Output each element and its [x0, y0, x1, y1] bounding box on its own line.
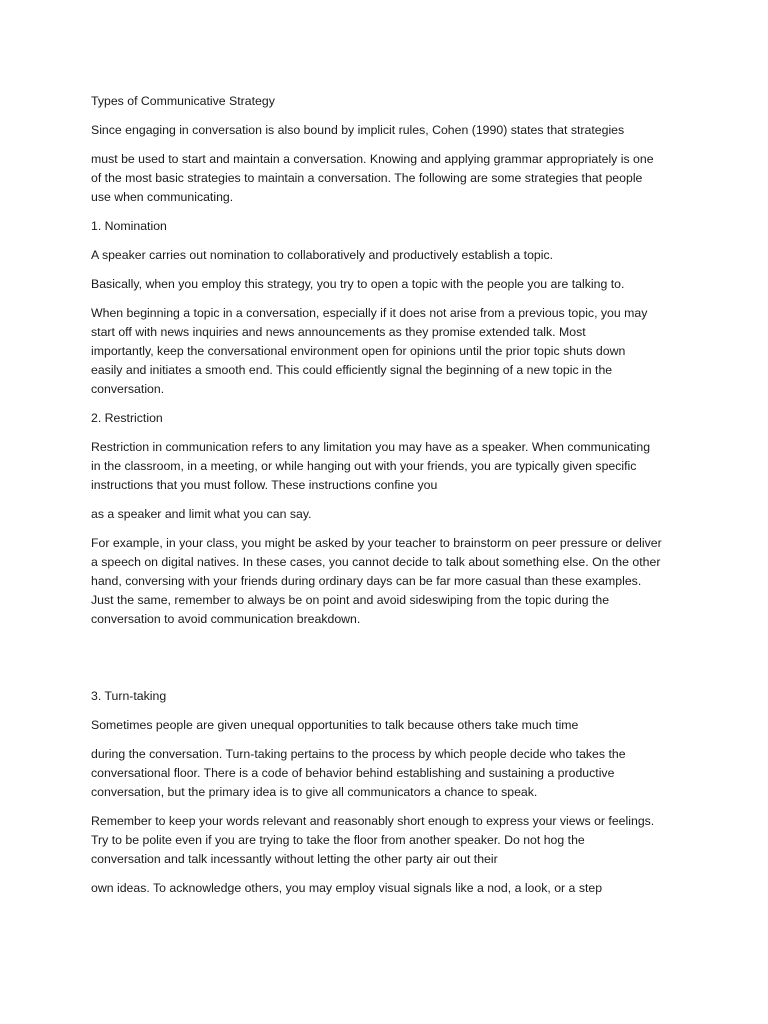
paragraph-nomination-1: A speaker carries out nomination to collaboratively and productively establish a topic. [91, 248, 554, 262]
document-title: Types of Communicative Strategy [91, 94, 275, 108]
paragraph-restriction-2: as a speaker and limit what you can say. [91, 507, 312, 521]
section-heading-turn-taking: 3. Turn-taking [91, 689, 167, 703]
paragraph-restriction-3: For example, in your class, you might be asked by your teacher to brainstorm on peer pressure or deliver a speech on digital natives. In these cases, you cannot decide to talk about something else. On the other hand, conversing with your friends during ordinary days can be far more casual than these examples. Just the same, remember to always be on point and avoid sideswiping from the topic during the conversation to avoid communication breakdown. [91, 536, 662, 626]
paragraph-restriction-1: Restriction in communication refers to any limitation you may have as a speaker. When communicating in the classroom, in a meeting, or while hanging out with your friends, you are typically given specific instructions that you must follow. These instructions confine you [91, 440, 651, 492]
paragraph-intro-2: must be used to start and maintain a conversation. Knowing and applying grammar appropriately is one of the most basic strategies to maintain a conversation. The following are some strategies that people use when communicating. [91, 152, 654, 204]
paragraph-turn-taking-2: during the conversation. Turn-taking pertains to the process by which people decide who takes the conversational floor. There is a code of behavior behind establishing and sustaining a productive conversation, but the primary idea is to give all communicators a chance to speak. [91, 747, 626, 799]
document-body [91, 92, 681, 908]
paragraph-turn-taking-1: Sometimes people are given unequal opportunities to talk because others take much time [91, 718, 579, 732]
paragraph-nomination-3: When beginning a topic in a conversation, especially if it does not arise from a previous topic, you may start off with news inquiries and news announcements as they promise extended talk. Most importantly, keep the conversational environment open for opinions until the prior topic shuts down easily and initiates a smooth end. This could efficiently signal the beginning of a new topic in the conversation. [91, 306, 648, 396]
paragraph-turn-taking-3: Remember to keep your words relevant and reasonably short enough to express your views or feelings. Try to be polite even if you are trying to take the floor from another speaker. Do not hog the conversation and talk incessantly without letting the other party air out their [91, 814, 655, 866]
paragraph-intro-1: Since engaging in conversation is also bound by implicit rules, Cohen (1990) states that strategies [91, 123, 625, 137]
section-heading-nomination: 1. Nomination [91, 219, 167, 233]
section-heading-restriction: 2. Restriction [91, 411, 163, 425]
paragraph-turn-taking-4: own ideas. To acknowledge others, you may employ visual signals like a nod, a look, or a step [91, 881, 603, 895]
paragraph-nomination-2: Basically, when you employ this strategy, you try to open a topic with the people you are talking to. [91, 277, 625, 291]
